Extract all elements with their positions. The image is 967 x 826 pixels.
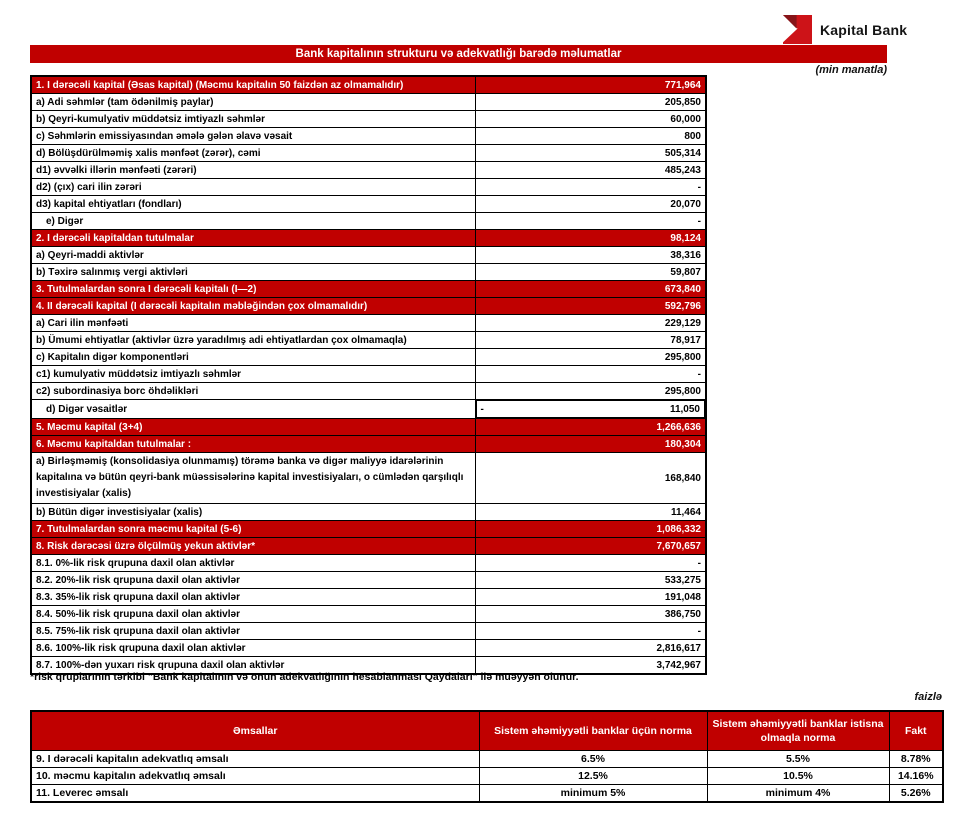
row-value: 7,670,657 [475, 538, 706, 555]
table-row [31, 453, 706, 504]
row-value: 168,840 [475, 453, 706, 504]
row-label: e) Digər [31, 213, 475, 230]
row-value: 180,304 [475, 436, 706, 453]
row-label: 2. I dərəcəli kapitaldan tutulmalar [31, 230, 475, 247]
row-label: 8.6. 100%-lik risk qrupuna daxil olan aktivlər [31, 640, 475, 657]
table-row [31, 315, 706, 332]
row-label: d2) (çıx) cari ilin zərəri [31, 179, 475, 196]
table-row [31, 128, 706, 145]
row-label: 8.2. 20%-lik risk qrupuna daxil olan aktivlər [31, 572, 475, 589]
ratios-header-fact: Fakt [889, 711, 943, 751]
row-value: 20,070 [475, 196, 706, 213]
report-title: Bank kapitalının strukturu və adekvatlığı barədə məlumatlar [295, 48, 622, 60]
brand-name: Kapital Bank [820, 21, 908, 38]
value-minus-sign: - [480, 403, 484, 415]
ratios-header-row [31, 711, 943, 751]
ratio-fact: 14.16% [889, 768, 943, 785]
row-label: 6. Məcmu kapitaldan tutulmalar : [31, 436, 475, 453]
row-label: b) Təxirə salınmış vergi aktivləri [31, 264, 475, 281]
row-value: 1,086,332 [475, 521, 706, 538]
row-value: 2,816,617 [475, 640, 706, 657]
table-row [31, 504, 706, 521]
row-label: d3) kapital ehtiyatları (fondları) [31, 196, 475, 213]
row-label: c1) kumulyativ müddətsiz imtiyazlı səhmlər [31, 366, 475, 383]
table-row [31, 366, 706, 383]
row-value: 78,917 [475, 332, 706, 349]
row-value: 59,807 [475, 264, 706, 281]
row-value: 485,243 [475, 162, 706, 179]
table-row [31, 298, 706, 315]
percent-unit-note: faizlə [914, 691, 942, 703]
table-row [31, 179, 706, 196]
unit-note: (min manatla) [815, 64, 887, 76]
ratio-non-systemic-norm: 10.5% [707, 768, 889, 785]
row-label: 4. II dərəcəli kapital (I dərəcəli kapitalın məbləğindən çox olmamalıdır) [31, 298, 475, 315]
table-row [31, 521, 706, 538]
row-value: 98,124 [475, 230, 706, 247]
table-row [31, 400, 706, 419]
ratio-fact: 8.78% [889, 751, 943, 768]
row-value: - [475, 213, 706, 230]
row-value: 673,840 [475, 281, 706, 298]
ratio-systemic-norm: 6.5% [479, 751, 707, 768]
table-row [31, 419, 706, 436]
row-value: 11,464 [475, 504, 706, 521]
table-row [31, 349, 706, 366]
table-row [31, 606, 706, 623]
row-label: 7. Tutulmalardan sonra məcmu kapital (5-6) [31, 521, 475, 538]
row-label: 1. I dərəcəli kapital (Əsas kapital) (Məcmu kapitalın 50 faizdən az olmamalıdır) [31, 76, 475, 94]
capital-structure-table [30, 75, 707, 675]
ratio-label: 10. məcmu kapitalın adekvatlıq əmsalı [31, 768, 479, 785]
table-row [31, 94, 706, 111]
row-label: a) Adi səhmlər (tam ödənilmiş paylar) [31, 94, 475, 111]
row-label: a) Qeyri-maddi aktivlər [31, 247, 475, 264]
row-label: c2) subordinasiya borc öhdəlikləri [31, 383, 475, 400]
row-label: d1) əvvəlki illərin mənfəəti (zərəri) [31, 162, 475, 179]
ratio-non-systemic-norm: minimum 4% [707, 785, 889, 803]
table-row [31, 555, 706, 572]
ratio-row [31, 768, 943, 785]
row-label: c) Kapitalın digər komponentləri [31, 349, 475, 366]
row-label: c) Səhmlərin emissiyasından əmələ gələn əlavə vəsait [31, 128, 475, 145]
row-label: 8.7. 100%-dən yuxarı risk qrupuna daxil olan aktivlər [31, 657, 475, 675]
row-label: b) Ümumi ehtiyatlar (aktivlər üzrə yaradılmış adi ehtiyatlardan çox olmamaqla) [31, 332, 475, 349]
row-value: 3,742,967 [475, 657, 706, 675]
row-label: b) Qeyri-kumulyativ müddətsiz imtiyazlı səhmlər [31, 111, 475, 128]
ratios-header-systemic-norm: Sistem əhəmiyyətli banklar üçün norma [479, 711, 707, 751]
table-row [31, 213, 706, 230]
table-row [31, 76, 706, 94]
row-value: 38,316 [475, 247, 706, 264]
row-value: - [475, 366, 706, 383]
value-amount: 11,050 [669, 403, 700, 415]
table-row [31, 281, 706, 298]
row-value: 60,000 [475, 111, 706, 128]
row-label: 5. Məcmu kapital (3+4) [31, 419, 475, 436]
table-row [31, 145, 706, 162]
row-label: 8. Risk dərəcəsi üzrə ölçülmüş yekun aktivlər* [31, 538, 475, 555]
ratio-row [31, 785, 943, 803]
row-value: - [475, 179, 706, 196]
row-value: 800 [475, 128, 706, 145]
row-value: 229,129 [475, 315, 706, 332]
ratio-label: 11. Leverec əmsalı [31, 785, 479, 803]
row-value: 1,266,636 [475, 419, 706, 436]
row-label: a) Cari ilin mənfəəti [31, 315, 475, 332]
table-row [31, 247, 706, 264]
table-row [31, 538, 706, 555]
row-value: 771,964 [475, 76, 706, 94]
row-label: 3. Tutulmalardan sonra I dərəcəli kapitalı (I—2) [31, 281, 475, 298]
row-value: - [475, 623, 706, 640]
table-row [31, 111, 706, 128]
table-row [31, 572, 706, 589]
row-label: 8.5. 75%-lik risk qrupuna daxil olan aktivlər [31, 623, 475, 640]
row-label: d) Bölüşdürülməmiş xalis mənfəət (zərər), cəmi [31, 145, 475, 162]
row-label: a) Birləşməmiş (konsolidasiya olunmamış) törəmə banka və digər maliyyə idarələrinin kapitalına və bütün qeyri-bank müəssisələrinə kapital investisiyaları, o cümlədən qarşılıqlı investisiyalar (xalis) [31, 453, 475, 504]
table-row [31, 383, 706, 400]
table-row [31, 640, 706, 657]
table-row [31, 162, 706, 179]
adequacy-ratios-table [30, 710, 944, 803]
row-label: b) Bütün digər investisiyalar (xalis) [31, 504, 475, 521]
ratio-systemic-norm: 12.5% [479, 768, 707, 785]
report-title-bar [30, 45, 887, 63]
row-value: 295,800 [475, 383, 706, 400]
row-value: 205,850 [475, 94, 706, 111]
table-row [31, 589, 706, 606]
row-value: 505,314 [475, 145, 706, 162]
row-value: 386,750 [475, 606, 706, 623]
table-row [31, 436, 706, 453]
kapital-bank-logo-icon [783, 15, 812, 44]
brand-header [783, 15, 907, 44]
footnote: *risk qruplarının tərkibi "Bank kapitalının və onun adekvatlığının hesablanması Qaydaları" ilə müəyyən olunur. [30, 671, 579, 683]
table-row [31, 264, 706, 281]
row-value [476, 400, 706, 418]
row-value: 533,275 [475, 572, 706, 589]
row-label: 8.1. 0%-lik risk qrupuna daxil olan aktivlər [31, 555, 475, 572]
row-value: - [475, 555, 706, 572]
row-value: 295,800 [475, 349, 706, 366]
row-value: 592,796 [475, 298, 706, 315]
table-row [31, 332, 706, 349]
row-label: d) Digər vəsaitlər [31, 400, 475, 419]
table-row [31, 623, 706, 640]
ratio-non-systemic-norm: 5.5% [707, 751, 889, 768]
row-label: 8.3. 35%-lik risk qrupuna daxil olan aktivlər [31, 589, 475, 606]
table-row [31, 230, 706, 247]
row-label: 8.4. 50%-lik risk qrupuna daxil olan aktivlər [31, 606, 475, 623]
ratio-systemic-norm: minimum 5% [479, 785, 707, 803]
ratio-fact: 5.26% [889, 785, 943, 803]
table-row [31, 196, 706, 213]
ratio-row [31, 751, 943, 768]
row-value: 191,048 [475, 589, 706, 606]
ratios-header-coefficients: Əmsallar [31, 711, 479, 751]
ratio-label: 9. I dərəcəli kapitalın adekvatlıq əmsalı [31, 751, 479, 768]
ratios-header-non-systemic-norm: Sistem əhəmiyyətli banklar istisna olmaqla norma [707, 711, 889, 751]
